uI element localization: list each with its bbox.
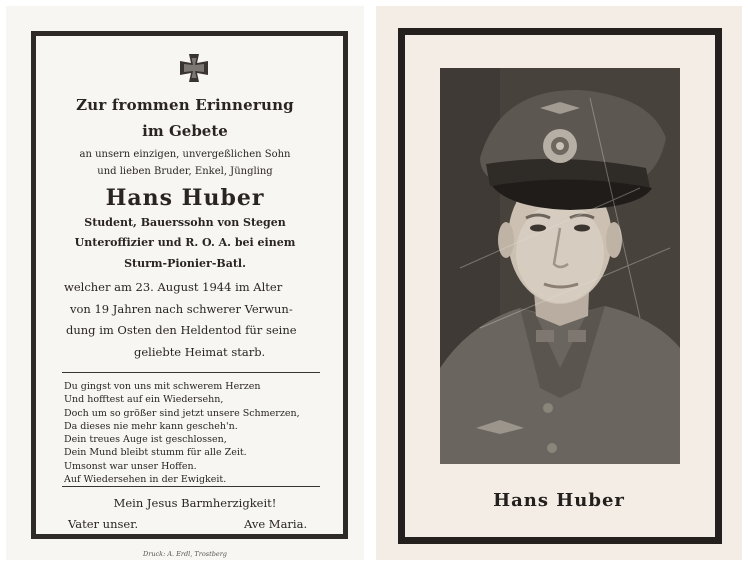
death-line-2: von 19 Jahren nach schwerer Verwun- bbox=[70, 302, 293, 316]
poem-line: Und hofftest auf ein Wiedersehn, bbox=[64, 394, 224, 406]
poem-line: Da dieses nie mehr kann gescheh'n. bbox=[64, 420, 238, 432]
poem-line: Dein Mund bleibt stumm für alle Zeit. bbox=[64, 447, 247, 459]
prayer-line: Mein Jesus Barmherzigkeit! bbox=[113, 496, 277, 510]
poem-line: Auf Wiedersehen in der Ewigkeit. bbox=[64, 474, 227, 486]
title-line-2: im Gebete bbox=[142, 122, 228, 140]
photo-name-caption: Hans Huber bbox=[493, 490, 625, 511]
poem-line: Du gingst von uns mit schwerem Herzen bbox=[64, 381, 261, 392]
death-line-1: welcher am 23. August 1944 im Alter bbox=[64, 280, 283, 294]
death-line-3: dung im Osten den Heldentod für seine bbox=[66, 323, 297, 337]
occupation-line-1: Student, Bauerssohn von Stegen bbox=[84, 216, 286, 229]
title-line-1: Zur frommen Erinnerung bbox=[76, 96, 294, 114]
printer-credit: Druck: A. Erdl, Trostberg bbox=[143, 550, 227, 558]
soldier-portrait-photo bbox=[440, 68, 680, 464]
prayer-vater-unser: Vater unser. bbox=[68, 517, 139, 531]
poem-line: Umsonst war unser Hoffen. bbox=[64, 460, 197, 472]
divider-line bbox=[62, 486, 320, 487]
divider-line bbox=[62, 372, 320, 373]
poem-line: Doch um so größer sind jetzt unsere Schmerzen, bbox=[64, 407, 300, 419]
prayer-ave-maria: Ave Maria. bbox=[244, 517, 308, 531]
deceased-name: Hans Huber bbox=[105, 185, 265, 211]
memorial-card-text bbox=[6, 6, 364, 560]
poem bbox=[64, 380, 334, 486]
occupation-line-2: Unteroffizier und R. O. A. bei einem bbox=[74, 236, 296, 249]
death-line-4: geliebte Heimat starb. bbox=[134, 345, 266, 359]
occupation-line-3: Sturm-Pionier-Batl. bbox=[124, 257, 246, 270]
poem-line: Dein treues Auge ist geschlossen, bbox=[64, 434, 227, 446]
intro-line-2: und lieben Bruder, Enkel, Jüngling bbox=[97, 166, 273, 177]
intro-line-1: an unsern einzigen, unvergeßlichen Sohn bbox=[79, 149, 291, 160]
iron-cross-icon bbox=[178, 52, 210, 84]
memorial-card-photo bbox=[376, 6, 742, 560]
portrait-illustration bbox=[440, 68, 680, 464]
